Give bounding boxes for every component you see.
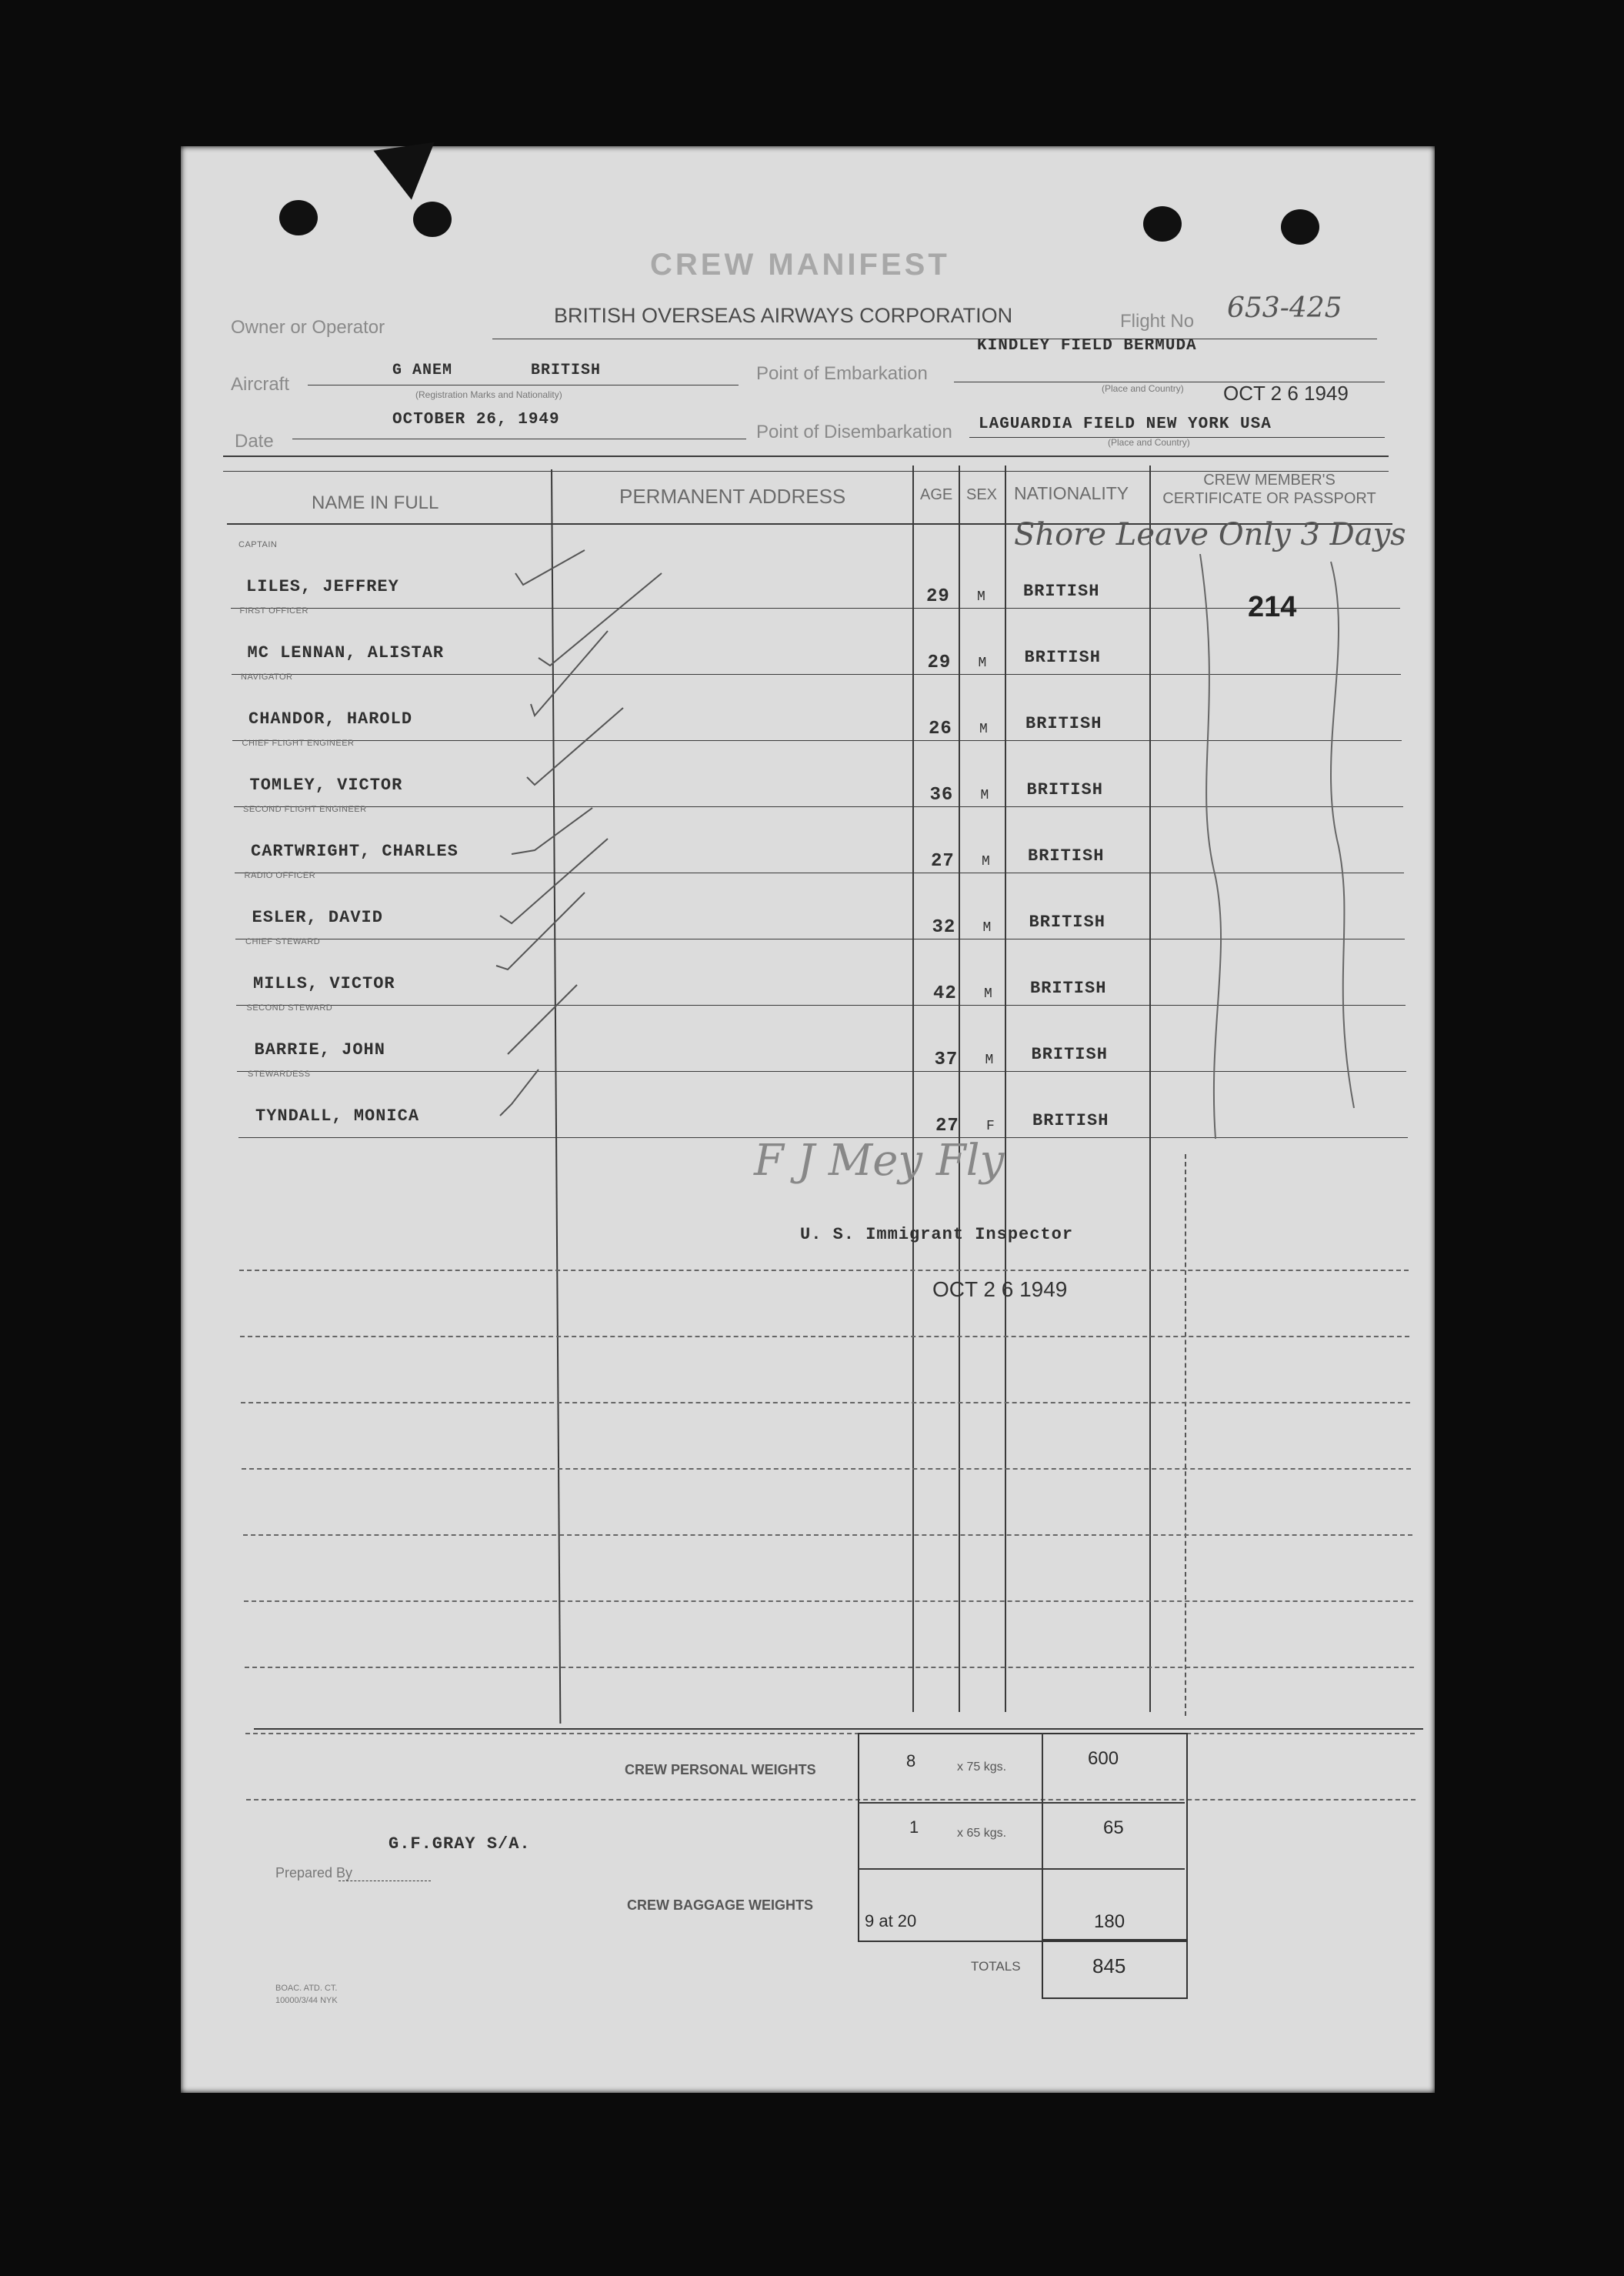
paper-tear <box>374 142 442 204</box>
totals-value: 845 <box>1092 1954 1126 1977</box>
punch-hole-right-2 <box>1281 209 1319 245</box>
row3-total: 180 <box>1094 1911 1125 1932</box>
crew-role: SECOND STEWARD <box>246 1003 333 1013</box>
crew-sex: M <box>979 722 989 737</box>
flight-label: Flight No <box>1120 311 1195 332</box>
table-row-rule <box>239 1270 1409 1271</box>
table-row-rule <box>245 1733 1415 1734</box>
crew-role: CHIEF STEWARD <box>245 937 321 946</box>
crew-role: SECOND FLIGHT ENGINEER <box>243 805 367 814</box>
table-row-rule <box>242 1468 1411 1470</box>
crew-nationality: BRITISH <box>1029 913 1105 932</box>
weights-row-rule-2 <box>858 1868 1185 1870</box>
punch-hole-left-2 <box>413 202 452 237</box>
crew-nationality: BRITISH <box>1030 979 1107 998</box>
form-code-2: 10000/3/44 NYK <box>275 1996 338 2005</box>
crew-name: CARTWRIGHT, CHARLES <box>251 842 459 861</box>
document-title: CREW MANIFEST <box>650 248 950 282</box>
flight-number: 653-425 <box>1227 292 1342 324</box>
table-row-rule <box>243 1534 1412 1536</box>
embarkation-value: KINDLEY FIELD BERMUDA <box>977 337 1197 355</box>
col-header-age: AGE <box>920 486 953 503</box>
embarkation-label: Point of Embarkation <box>756 363 928 384</box>
row1-count: 8 <box>906 1751 916 1770</box>
crew-name: MILLS, VICTOR <box>253 974 395 993</box>
crew-name: CHANDOR, HAROLD <box>248 709 413 729</box>
crew-sex: F <box>986 1119 995 1134</box>
col-divider-3 <box>959 466 960 1712</box>
crew-role: FIRST OFFICER <box>239 606 308 616</box>
owner-label: Owner or Operator <box>231 317 385 338</box>
crew-role: RADIO OFFICER <box>244 871 316 880</box>
crew-nationality: BRITISH <box>1025 714 1102 733</box>
owner-value: BRITISH OVERSEAS AIRWAYS CORPORATION <box>554 304 1013 327</box>
prepared-by-value: G.F.GRAY S/A. <box>388 1834 531 1854</box>
crew-name: LILES, JEFFREY <box>246 577 399 596</box>
check-marks <box>477 531 677 1131</box>
crew-personal-weights-label: CREW PERSONAL WEIGHTS <box>625 1762 816 1777</box>
col-header-address: PERMANENT ADDRESS <box>619 485 846 508</box>
crew-name: ESLER, DAVID <box>252 908 383 927</box>
crew-sex: M <box>978 656 988 671</box>
crew-age: 42 <box>933 983 957 1004</box>
crew-role: CHIEF FLIGHT ENGINEER <box>242 739 355 748</box>
crew-age: 26 <box>929 719 952 739</box>
aircraft-sublabel: (Registration Marks and Nationality) <box>415 389 562 400</box>
crew-age: 36 <box>929 785 954 806</box>
disembarkation-label: Point of Disembarkation <box>756 422 952 442</box>
inspector-signature: F J Mey Fly <box>754 1136 1005 1186</box>
row2-unit: x 65 kgs. <box>957 1827 1007 1840</box>
table-row-rule <box>244 1600 1413 1602</box>
row2-total: 65 <box>1103 1817 1124 1838</box>
crew-role: CAPTAIN <box>238 540 278 549</box>
col-divider-4 <box>1005 466 1006 1712</box>
crew-age: 27 <box>935 1116 959 1136</box>
aircraft-label: Aircraft <box>231 374 290 395</box>
row3-count: 9 at 20 <box>865 1911 917 1931</box>
col-header-name: NAME IN FULL <box>312 492 439 513</box>
totals-label: TOTALS <box>971 1959 1021 1974</box>
crew-nationality: BRITISH <box>1028 846 1105 866</box>
embarkation-sublabel: (Place and Country) <box>1102 383 1184 394</box>
crew-age: 27 <box>931 851 955 872</box>
table-bottom-rule <box>254 1728 1423 1730</box>
received-date-stamp: OCT 2 6 1949 <box>1223 382 1349 405</box>
weights-row-rule-1 <box>858 1802 1185 1804</box>
crew-name: TOMLEY, VICTOR <box>249 776 403 795</box>
row1-total: 600 <box>1088 1748 1119 1769</box>
crew-age: 29 <box>927 652 952 673</box>
form-code-1: BOAC. ATD. CT. <box>275 1984 338 1993</box>
col-divider-6 <box>1185 1154 1186 1716</box>
crew-age: 32 <box>932 917 956 938</box>
col-divider-5 <box>1149 466 1151 1712</box>
prepared-by-label: Prepared By <box>275 1865 353 1881</box>
crew-role: NAVIGATOR <box>241 672 293 682</box>
row1-unit: x 75 kgs. <box>957 1760 1007 1774</box>
aircraft-registration: G ANEM <box>392 362 453 379</box>
row2-count: 1 <box>909 1817 919 1837</box>
crew-sex: M <box>977 589 986 605</box>
col-header-sex: SEX <box>966 486 998 503</box>
date-value: OCTOBER 26, 1949 <box>392 411 560 429</box>
col-header-certificate: CREW MEMBER'S CERTIFICATE OR PASSPORT <box>1162 472 1376 507</box>
reference-number: 214 <box>1248 591 1297 623</box>
inspector-title: U. S. Immigrant Inspector <box>800 1225 1074 1244</box>
crew-nationality: BRITISH <box>1031 1045 1108 1064</box>
date-label: Date <box>235 431 274 452</box>
col-header-nationality: NATIONALITY <box>1014 483 1129 503</box>
crew-age: 37 <box>934 1050 959 1070</box>
table-top-rule <box>223 456 1389 457</box>
crew-nationality: BRITISH <box>1024 648 1101 667</box>
crew-sex: M <box>982 920 992 936</box>
handwritten-brackets <box>1177 554 1377 1139</box>
table-row-rule <box>241 1402 1410 1403</box>
crew-nationality: BRITISH <box>1023 582 1100 601</box>
crew-sex: M <box>980 788 990 803</box>
crew-baggage-weights-label: CREW BAGGAGE WEIGHTS <box>627 1897 813 1913</box>
disembarkation-value: LAGUARDIA FIELD NEW YORK USA <box>979 415 1272 433</box>
crew-age: 29 <box>926 586 950 607</box>
crew-sex: M <box>982 854 991 869</box>
crew-name: MC LENNAN, ALISTAR <box>247 643 445 662</box>
inspector-date-stamp: OCT 2 6 1949 <box>932 1277 1068 1301</box>
col-divider-2 <box>912 466 914 1712</box>
aircraft-nationality: BRITISH <box>531 362 602 379</box>
crew-sex: M <box>985 1053 995 1068</box>
crew-role: STEWARDESS <box>248 1070 311 1079</box>
table-row-rule <box>245 1667 1414 1668</box>
crew-name: TYNDALL, MONICA <box>255 1106 420 1126</box>
crew-nationality: BRITISH <box>1026 780 1103 799</box>
table-row-rule <box>240 1336 1409 1337</box>
punch-hole-left-1 <box>279 200 318 235</box>
shore-leave-note: Shore Leave Only 3 Days <box>1014 517 1406 552</box>
table-row-rule <box>246 1799 1416 1800</box>
disembarkation-sublabel: (Place and Country) <box>1108 437 1190 448</box>
crew-nationality: BRITISH <box>1032 1111 1109 1130</box>
crew-name: BARRIE, JOHN <box>254 1040 385 1060</box>
punch-hole-right-1 <box>1143 206 1182 242</box>
crew-sex: M <box>984 986 993 1002</box>
